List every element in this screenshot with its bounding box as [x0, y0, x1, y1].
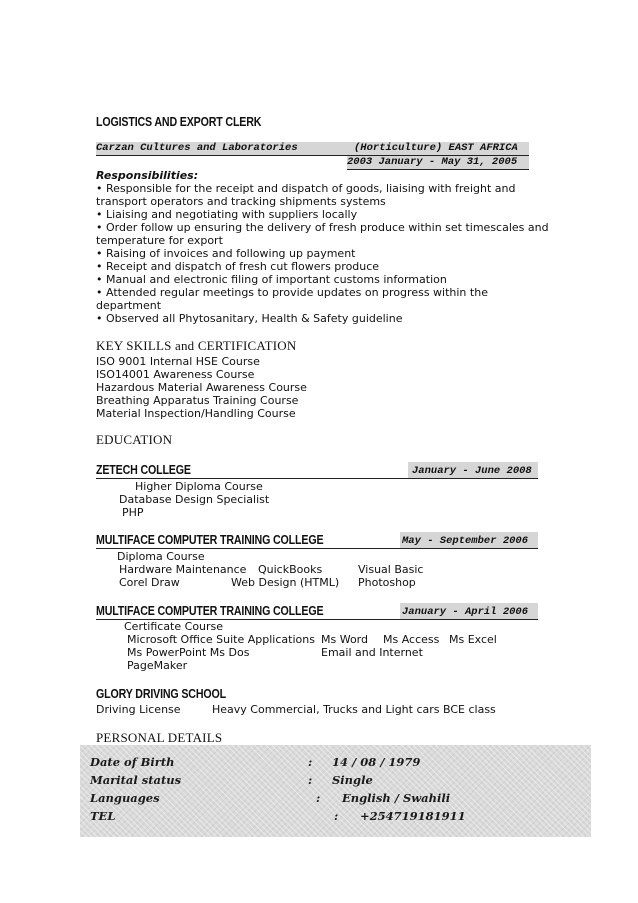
- zetech-specialty: Database Design Specialist: [119, 493, 270, 506]
- list-item: Material Inspection/Handling Course: [96, 407, 296, 420]
- multiface2-course: Certificate Course: [124, 620, 224, 633]
- employer-sector: (Horticulture) EAST AFRICA: [354, 142, 518, 154]
- education-heading: EDUCATION: [96, 432, 173, 447]
- marital-label: Marital status: [90, 773, 182, 787]
- list-item: • Attended regular meetings to provide updates on progress within the: [96, 286, 488, 299]
- list-item: • Observed all Phytosanitary, Health & Safety guideline: [96, 312, 403, 325]
- tel-colon: :: [334, 809, 339, 823]
- glory-classes: Heavy Commercial, Trucks and Light cars BCE class: [212, 703, 496, 716]
- zetech-course: Higher Diploma Course: [135, 480, 263, 493]
- multiface2-subject: Ms PowerPoint Ms Dos: [127, 646, 250, 659]
- multiface2-subject: Microsoft Office Suite Applications: [127, 633, 315, 646]
- responsibilities-label: Responsibilities:: [96, 169, 199, 182]
- multiface1-name: MULTIFACE COMPUTER TRAINING COLLEGE: [96, 532, 324, 547]
- multiface1-subject: Visual Basic: [358, 563, 424, 576]
- list-item: • Manual and electronic filing of important customs information: [96, 273, 447, 286]
- languages-label: Languages: [90, 791, 160, 805]
- tel-label: TEL: [90, 809, 116, 823]
- job-period: 2003 January - May 31, 2005: [347, 156, 518, 168]
- multiface2-name: MULTIFACE COMPUTER TRAINING COLLEGE: [96, 603, 324, 618]
- languages-value: English / Swahili: [342, 791, 451, 805]
- tel-value: +254719181911: [360, 809, 466, 823]
- dob-colon: :: [308, 755, 313, 769]
- list-item: ISO 9001 Internal HSE Course: [96, 355, 260, 368]
- period-bar: [347, 156, 529, 170]
- multiface1-header: [96, 532, 538, 549]
- multiface2-header: [96, 603, 538, 620]
- skills-heading: KEY SKILLS and CERTIFICATION: [96, 338, 297, 353]
- multiface1-subject: Photoshop: [358, 576, 416, 589]
- skills-list: [96, 355, 307, 420]
- multiface1-subject: Web Design (HTML): [231, 576, 340, 589]
- multiface1-subject: QuickBooks: [258, 563, 323, 576]
- employer-bar: [96, 142, 529, 156]
- languages-colon: :: [316, 791, 321, 805]
- list-item: temperature for export: [96, 234, 223, 247]
- personal-heading: PERSONAL DETAILS: [96, 730, 223, 745]
- list-item: • Responsible for the receipt and dispatch of goods, liaising with freight and: [96, 182, 516, 195]
- multiface2-subject: Ms Access: [383, 633, 440, 646]
- list-item: Breathing Apparatus Training Course: [96, 394, 299, 407]
- zetech-header: [96, 462, 538, 479]
- multiface2-subject: Ms Word: [321, 633, 368, 646]
- job-title: LOGISTICS AND EXPORT CLERK: [96, 114, 262, 129]
- dob-label: Date of Birth: [90, 755, 175, 769]
- list-item: ISO14001 Awareness Course: [96, 368, 255, 381]
- list-item: • Raising of invoices and following up payment: [96, 247, 356, 260]
- multiface2-subject: Ms Excel: [449, 633, 497, 646]
- dob-value: 14 / 08 / 1979: [332, 755, 421, 769]
- marital-value: Single: [332, 773, 373, 787]
- list-item: • Liaising and negotiating with suppliers locally: [96, 208, 358, 221]
- list-item: • Receipt and dispatch of fresh cut flowers produce: [96, 260, 380, 273]
- responsibilities-list: [96, 182, 549, 325]
- marital-colon: :: [308, 773, 313, 787]
- multiface1-subject: Corel Draw: [119, 576, 180, 589]
- multiface1-dates: May - September 2006: [402, 535, 529, 547]
- zetech-php: PHP: [122, 506, 144, 519]
- multiface1-course: Diploma Course: [117, 550, 205, 563]
- glory-license: Driving License: [96, 703, 181, 716]
- multiface2-dates: January - April 2006: [402, 606, 529, 618]
- multiface1-subject: Hardware Maintenance: [119, 563, 247, 576]
- list-item: department: [96, 299, 162, 312]
- personal-details-panel: [80, 745, 591, 837]
- multiface2-subject: PageMaker: [127, 659, 188, 672]
- list-item: transport operators and tracking shipments systems: [96, 195, 386, 208]
- list-item: Hazardous Material Awareness Course: [96, 381, 307, 394]
- multiface2-subject: Email and Internet: [321, 646, 423, 659]
- zetech-name: ZETECH COLLEGE: [96, 462, 191, 477]
- employer-name: Carzan Cultures and Laboratories: [96, 142, 298, 154]
- glory-name: GLORY DRIVING SCHOOL: [96, 686, 226, 701]
- list-item: • Order follow up ensuring the delivery of fresh produce within set timescales and: [96, 221, 549, 234]
- zetech-dates: January - June 2008: [412, 465, 532, 477]
